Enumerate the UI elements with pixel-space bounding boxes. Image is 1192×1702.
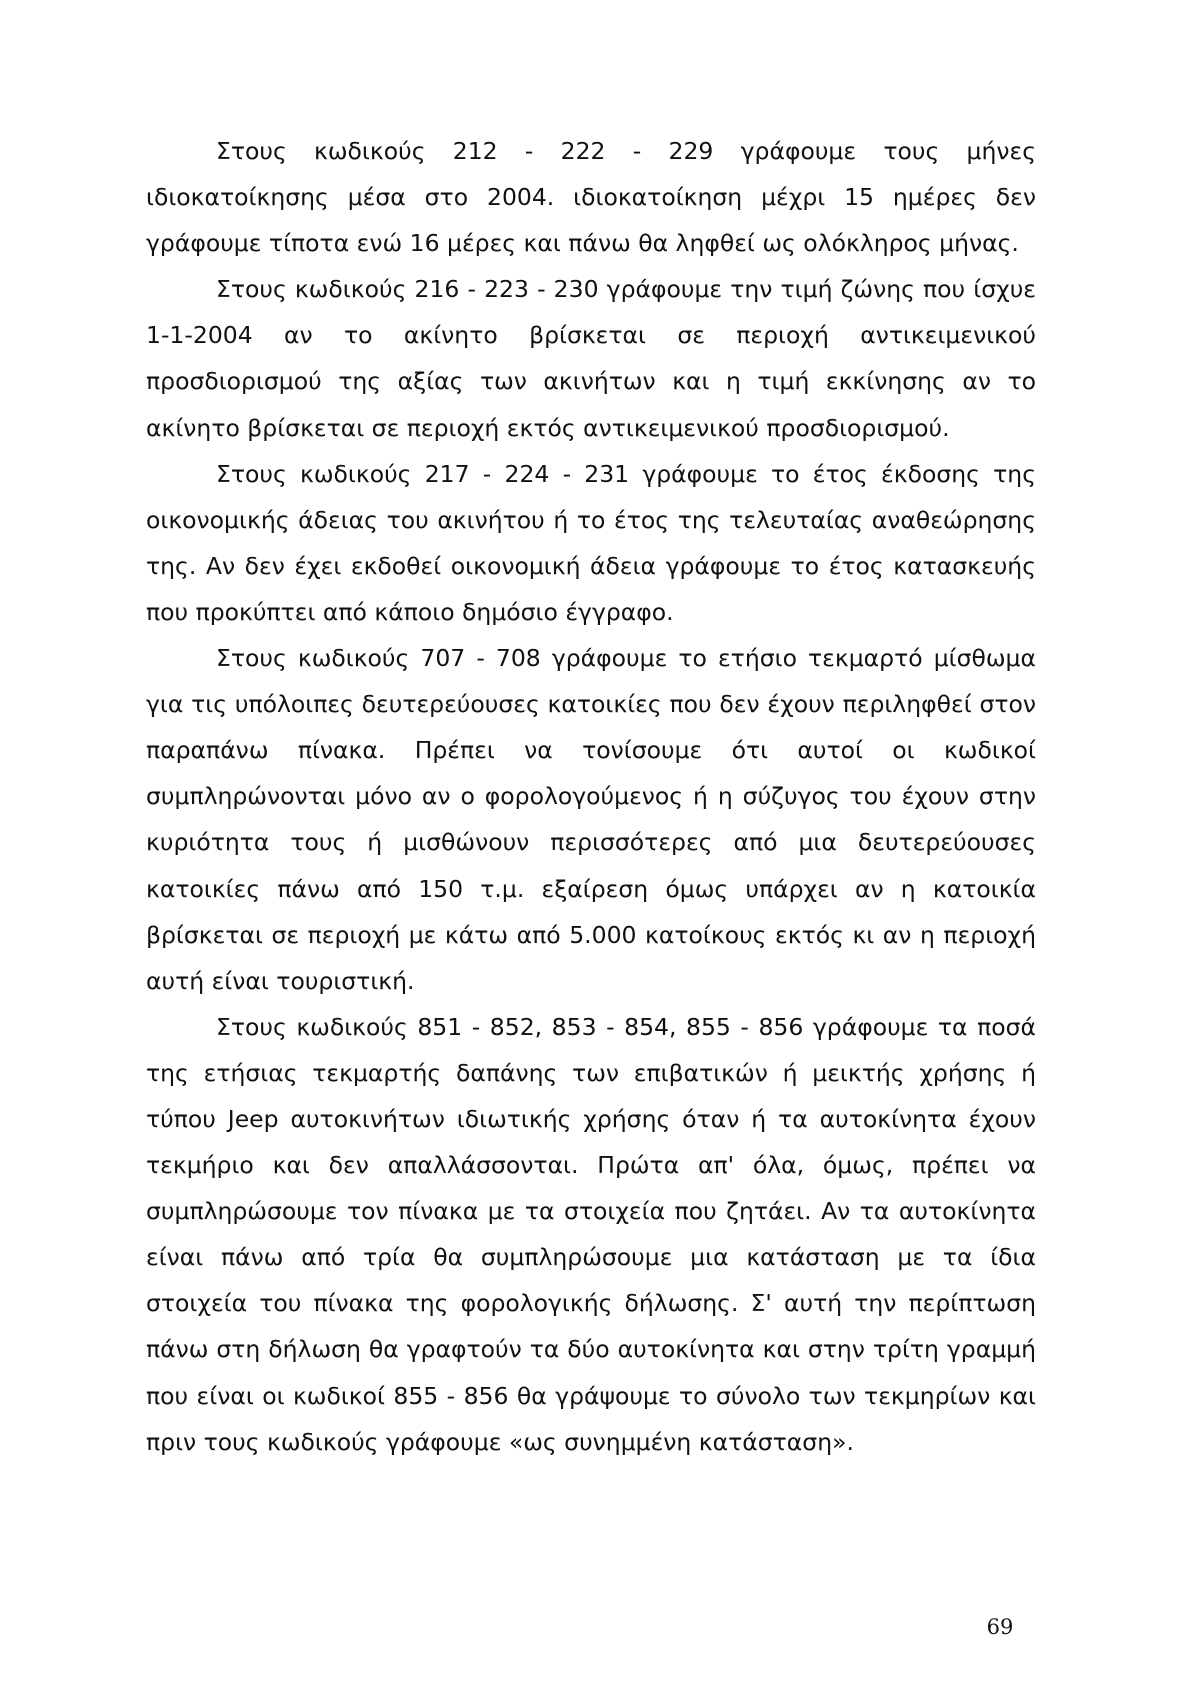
paragraph-codes-707-708: Στους κωδικούς 707 - 708 γράφουμε το ετήσιο τεκμαρτό μίσθωμα για τις υπόλοιπες δευτερεύουσες κατοικίες που δεν έχουν περιληφθεί στον παραπάνω πίνακα. Πρέπει να τονίσουμε ότι αυτοί οι κωδικοί συμπληρώνονται μόνο αν ο φορολογούμενος ή η σύζυγος του έχουν στην κυριότητα τους ή μισθώνουν περισσότερες από μια δευτερεύουσες κατοικίες πάνω από 150 τ.μ. εξαίρεση όμως υπάρχει αν η κατοικία βρίσκεται σε περιοχή με κάτω από 5.000 κατοίκους εκτός κι αν η περιοχή αυτή είναι τουριστική. [146,644,1036,995]
paragraph-codes-216-223-230: Στους κωδικούς 216 - 223 - 230 γράφουμε την τιμή ζώνης που ίσχυε 1-1-2004 αν το ακίνητο βρίσκεται σε περιοχή αντικειμενικού προσδιορισμού της αξίας των ακινήτων και η τιμή εκκίνησης αν το ακίνητο βρίσκεται σε περιοχή εκτός αντικειμενικού προσδιορισμού. [146,275,1036,442]
paragraph-codes-217-224-231: Στους κωδικούς 217 - 224 - 231 γράφουμε το έτος έκδοσης της οικονομικής άδειας του ακινήτου ή το έτος της τελευταίας αναθεώρησης της. Αν δεν έχει εκδοθεί οικονομική άδεια γράφουμε το έτος κατασκευής που προκύπτει από κάποιο δημόσιο έγγραφο. [146,459,1036,626]
paragraph-codes-212-222-229: Στους κωδικούς 212 - 222 - 229 γράφουμε τους μήνες ιδιοκατοίκησης μέσα στο 2004. ιδιοκατοίκηση μέχρι 15 ημέρες δεν γράφουμε τίποτα ενώ 16 μέρες και πάνω θα ληφθεί ως ολόκληρος μήνας. [146,137,1036,258]
body-text [146,128,1036,1465]
paragraph-codes-851-856: Στους κωδικούς 851 - 852, 853 - 854, 855 - 856 γράφουμε τα ποσά της ετήσιας τεκμαρτής δαπάνης των επιβατικών ή μεικτής χρήσης ή τύπου Jeep αυτοκινήτων ιδιωτικής χρήσης όταν ή τα αυτοκίνητα έχουν τεκμήριο και δεν απαλλάσσονται. Πρώτα απ' όλα, όμως, πρέπει να συμπληρώσουμε τον πίνακα με τα στοιχεία που ζητάει. Αν τα αυτοκίνητα είναι πάνω από τρία θα συμπληρώσουμε μια κατάσταση με τα ίδια στοιχεία του πίνακα της φορολογικής δήλωσης. Σ' αυτή την περίπτωση πάνω στη δήλωση θα γραφτούν τα δύο αυτοκίνητα και στην τρίτη γραμμή που είναι οι κωδικοί 855 - 856 θα γράψουμε το σύνολο των τεκμηρίων και πριν τους κωδικούς γράφουμε «ως συνημμένη κατάσταση». [146,1012,1036,1456]
page-number: 69 [986,1615,1014,1639]
